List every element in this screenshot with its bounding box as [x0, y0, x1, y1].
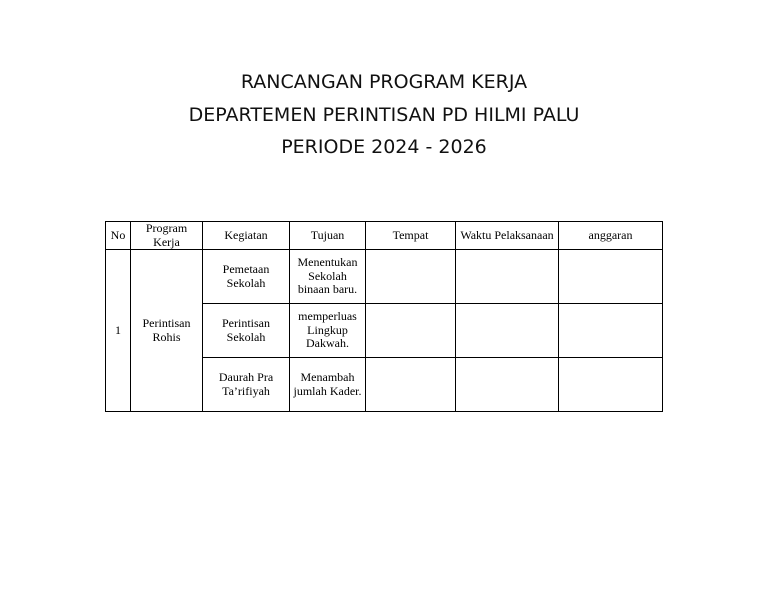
title-line-1: RANCANGAN PROGRAM KERJA — [240, 71, 528, 93]
cell-anggaran — [559, 304, 663, 358]
header-anggaran: anggaran — [559, 222, 663, 250]
cell-tujuan: Menambah jumlah Kader. — [290, 358, 366, 412]
cell-tujuan: Menentukan Sekolah binaan baru. — [290, 250, 366, 304]
header-waktu-pelaksanaan: Waktu Pelaksanaan — [456, 222, 559, 250]
header-program-kerja: Program Kerja — [131, 222, 203, 250]
header-row — [106, 222, 663, 250]
table-row — [106, 250, 663, 304]
cell-kegiatan: Perintisan Sekolah — [203, 304, 290, 358]
cell-kegiatan: Daurah Pra Ta’rifiyah — [203, 358, 290, 412]
cell-tujuan: memperluas Lingkup Dakwah. — [290, 304, 366, 358]
cell-waktu-pelaksanaan — [456, 358, 559, 412]
cell-anggaran — [559, 250, 663, 304]
title-line-3: PERIODE 2024 - 2026 — [281, 136, 487, 158]
cell-program-kerja: Perintisan Rohis — [131, 250, 203, 412]
cell-waktu-pelaksanaan — [456, 250, 559, 304]
cell-kegiatan: Pemetaan Sekolah — [203, 250, 290, 304]
header-tujuan: Tujuan — [290, 222, 366, 250]
cell-no: 1 — [106, 250, 131, 412]
cell-anggaran — [559, 358, 663, 412]
header-no: No — [106, 222, 131, 250]
document-title — [0, 66, 768, 164]
cell-tempat — [366, 304, 456, 358]
cell-waktu-pelaksanaan — [456, 304, 559, 358]
cell-tempat — [366, 358, 456, 412]
header-kegiatan: Kegiatan — [203, 222, 290, 250]
cell-tempat — [366, 250, 456, 304]
program-table — [105, 221, 663, 412]
header-tempat: Tempat — [366, 222, 456, 250]
title-line-2: DEPARTEMEN PERINTISAN PD HILMI PALU — [188, 103, 580, 126]
